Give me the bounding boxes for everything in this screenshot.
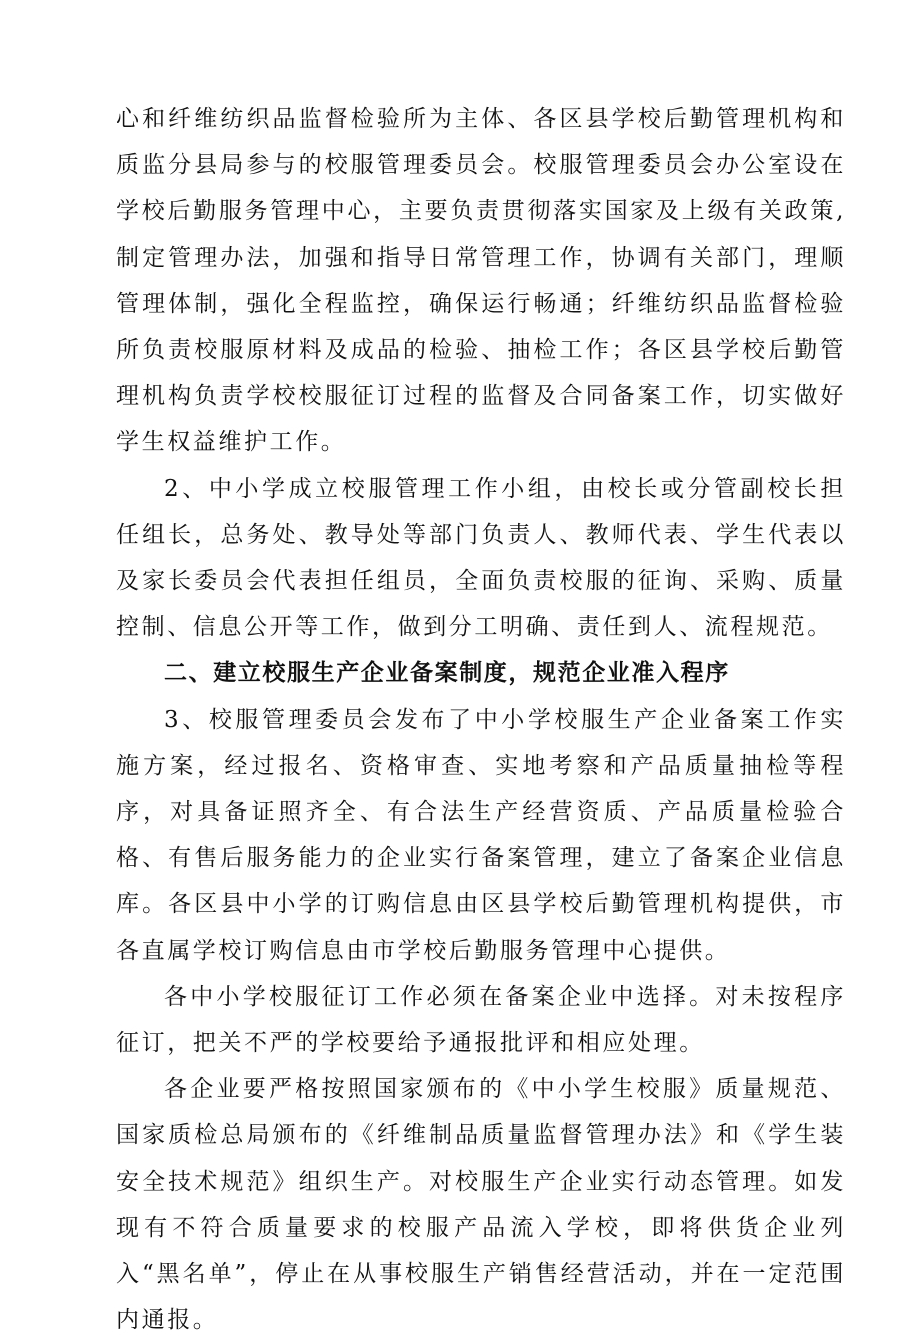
paragraph-item-2: 2、中小学成立校服管理工作小组，由校长或分管副校长担任组长，总务处、教导处等部门负责人、教师代表、学生代表以及家长委员会代表担任组员，全面负责校服的征询、采购、质量控制、信息公开等工作，做到分工明确、责任到人、流程规范。 xyxy=(116,475,846,641)
paragraph-selection-rule: 各中小学校服征订工作必须在备案企业中选择。对未按程序征订，把关不严的学校要给予通报批评和相应处理。 xyxy=(116,983,846,1057)
section-heading-2: 二、建立校服生产企业备案制度，规范企业准入程序 xyxy=(164,660,730,687)
paragraph-item-3: 3、校服管理委员会发布了中小学校服生产企业备案工作实施方案，经过报名、资格审查、实地考察和产品质量抽检等程序，对具备证照齐全、有合法生产经营资质、产品质量检验合格、有售后服务能力的企业实行备案管理，建立了备案企业信息库。各区县中小学的订购信息由区县学校后勤管理机构提供，市各直属学校订购信息由市学校后勤服务管理中心提供。 xyxy=(116,706,846,964)
document-body xyxy=(116,96,846,1343)
paragraph-quality-standards: 各企业要严格按照国家颁布的《中小学生校服》质量规范、国家质检总局颁布的《纤维制品质量监督管理办法》和《学生装安全技术规范》组织生产。对校服生产企业实行动态管理。如发现有不符合质量要求的校服产品流入学校，即将供货企业列入“黑名单”，停止在从事校服生产销售经营活动，并在一定范围内通报。 xyxy=(116,1076,846,1334)
paragraph-committee-duties: 心和纤维纺织品监督检验所为主体、各区县学校后勤管理机构和质监分县局参与的校服管理委员会。校服管理委员会办公室设在学校后勤服务管理中心，主要负责贯彻落实国家及上级有关政策,制定管理办法，加强和指导日常管理工作，协调有关部门，理顺管理体制，强化全程监控，确保运行畅通；纤维纺织品监督检验所负责校服原材料及成品的检验、抽检工作；各区县学校后勤管理机构负责学校校服征订过程的监督及合同备案工作，切实做好学生权益维护工作。 xyxy=(116,106,846,456)
